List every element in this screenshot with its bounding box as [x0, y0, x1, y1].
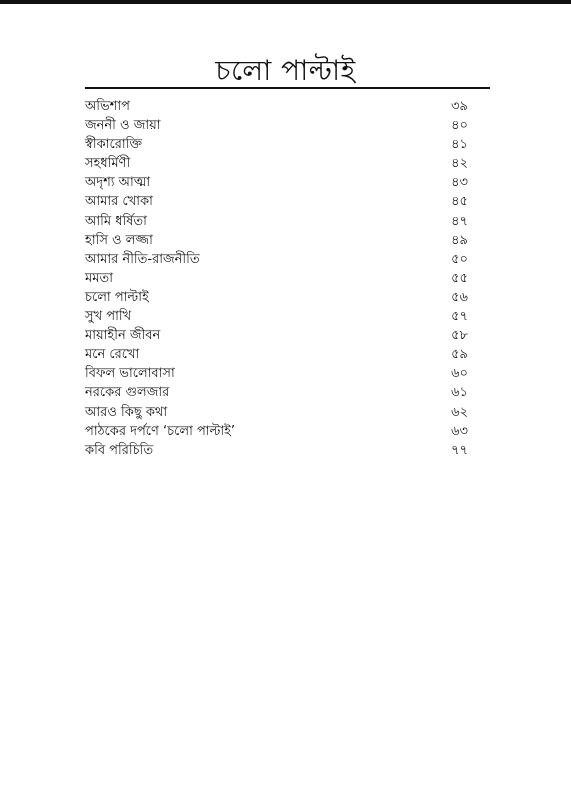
toc-row	[85, 403, 468, 422]
toc-item-page: ৩৯	[451, 99, 468, 114]
toc-row	[85, 250, 468, 269]
toc-item-page: ৭৭	[451, 442, 468, 458]
table-of-contents	[85, 97, 468, 460]
toc-row	[85, 212, 468, 231]
toc-item-page: ৫৮	[451, 328, 468, 344]
toc-item-page: ৬২	[451, 404, 468, 420]
toc-row	[85, 326, 468, 345]
toc-item-page: ৬০	[451, 366, 468, 382]
toc-item-title: মায়াহীন জীবন	[85, 328, 161, 344]
toc-item-title: আমার নীতি-রাজনীতি	[85, 251, 200, 267]
toc-row	[85, 364, 468, 383]
toc-row	[85, 345, 468, 364]
toc-item-page: ৫৬	[451, 289, 468, 305]
toc-item-page: ৫৯	[451, 347, 468, 363]
page-title: চলো পাল্টাই	[215, 54, 356, 87]
toc-row	[85, 192, 468, 211]
top-border-rule	[0, 0, 571, 4]
toc-item-title: চলো পাল্টাই	[85, 289, 149, 305]
toc-item-title: সুখ পাখি	[85, 309, 132, 325]
toc-item-page: ৪২	[451, 156, 468, 172]
toc-item-title: বিফল ভালোবাসা	[85, 366, 175, 382]
toc-item-title: মনে রেখো	[85, 347, 140, 363]
toc-row	[85, 116, 468, 135]
title-underline	[85, 87, 490, 89]
toc-item-title: আমি ধর্ষিতা	[85, 213, 147, 229]
toc-row	[85, 307, 468, 326]
toc-row	[85, 422, 468, 441]
toc-item-page: ৪০	[451, 118, 468, 134]
toc-item-title: নরকের গুলজার	[85, 385, 170, 401]
toc-row	[85, 383, 468, 402]
toc-row	[85, 154, 468, 173]
toc-item-page: ৬১	[451, 385, 468, 401]
toc-item-title: জননী ও জায়া	[85, 118, 161, 134]
toc-item-title: আমার খোকা	[85, 194, 153, 210]
toc-row	[85, 97, 468, 116]
toc-item-page: ৪৩	[451, 175, 468, 191]
toc-row	[85, 269, 468, 288]
toc-item-page: ৫০	[451, 251, 468, 267]
toc-item-title: কবি পরিচিতি	[85, 442, 154, 458]
toc-item-title: সহধর্মিণী	[85, 156, 131, 172]
toc-row	[85, 173, 468, 192]
toc-item-title: পাঠকের দর্পণে ‘চলো পাল্টাই’	[85, 423, 236, 439]
toc-item-page: ৫৫	[451, 270, 468, 286]
toc-item-page: ৬৩	[451, 423, 468, 439]
toc-item-title: আরও কিছু কথা	[85, 404, 168, 420]
toc-row	[85, 231, 468, 250]
toc-item-title: মমতা	[85, 270, 113, 286]
toc-item-page: ৪৭	[451, 213, 468, 229]
toc-item-page: ৫৭	[451, 309, 468, 325]
toc-item-title: হাসি ও লজ্জা	[85, 232, 153, 248]
toc-item-title: অভিশাপ	[85, 99, 130, 114]
toc-row	[85, 135, 468, 154]
toc-row	[85, 441, 468, 460]
toc-item-page: ৪৯	[451, 232, 468, 248]
toc-row	[85, 288, 468, 307]
toc-item-title: স্বীকারোক্তি	[85, 137, 142, 153]
toc-item-title: অদৃশ্য আত্মা	[85, 175, 151, 191]
toc-item-page: ৪৫	[451, 194, 468, 210]
toc-item-page: ৪১	[451, 137, 468, 153]
